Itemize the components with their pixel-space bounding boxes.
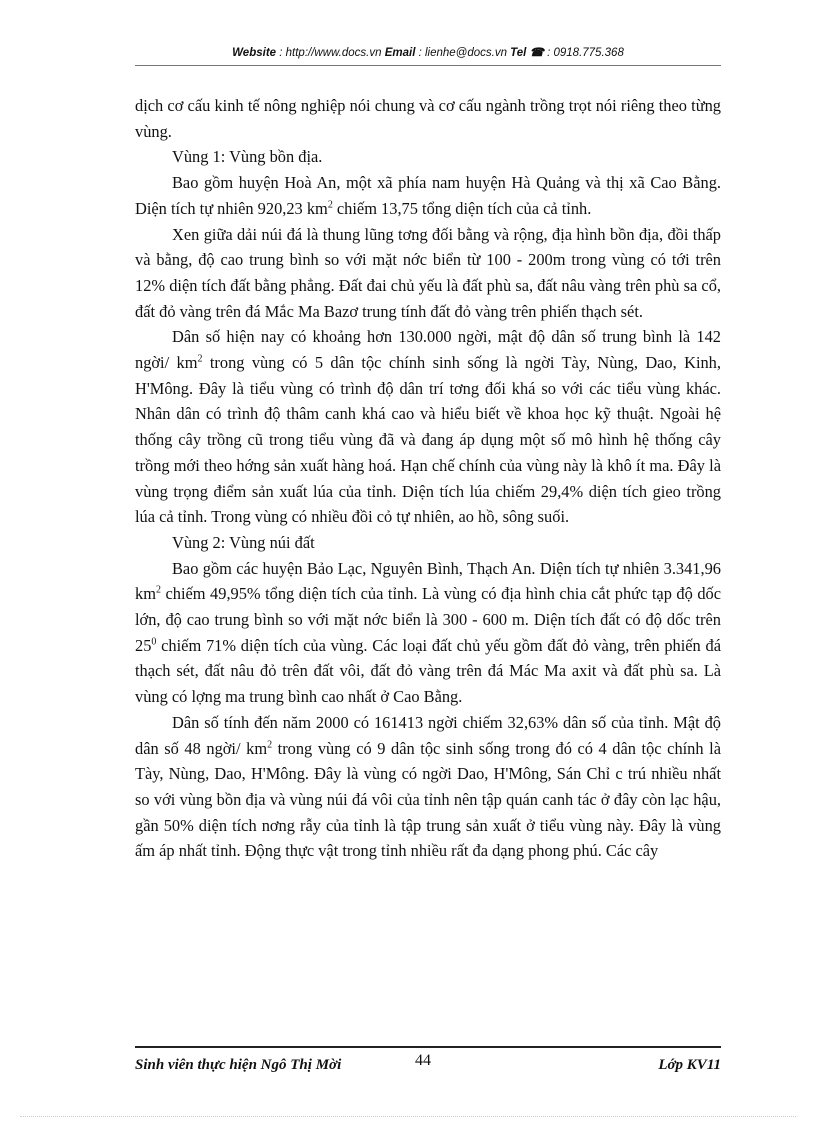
website-value: : http://www.docs.vn [276,47,385,59]
footer-rule [135,1046,721,1048]
paragraph-region-2-area: Bao gồm các huyện Bảo Lạc, Nguyên Bình, Thạch An. Diện tích tự nhiên 3.341,96 $km^2$ chiếm 49,95% tổng diện tích của tỉnh. Là vùng có địa hình chia cắt phức tạp độ dốc lớn, độ cao trung bình so với mặt nớc biển là 300 - 600 m. Diện tích đất có độ dốc trên $25^0$ chiếm 71% diện tích của vùng. Các loại đất chủ yếu gồm đất đỏ vàng, trên phiến đá thạch sét, đất nâu đỏ trên đất vôi, đất đỏ vàng trên đá Mác Ma axit và đất phù sa. Là vùng có lợng ma trung bình cao nhất ở Cao Bằng. [135,558,721,707]
page-number: 44 [415,1052,431,1069]
tel-label: Tel [510,47,527,59]
footer-author: Sinh viên thực hiện Ngô Thị Mời [135,1057,342,1073]
tel-value: : 0918.775.368 [543,47,624,59]
paragraph-region-2-population: Dân số tính đến năm 2000 có 161413 ngời chiếm 32,63% dân số của tỉnh. Mật độ dân số 48 ngời/ $km^2$ trong vùng có 9 dân tộc sinh sống trong đó có 4 dân tộc chính là Tày, Nùng, Dao, H'Mông. Đây là vùng có ngời Dao, H'Mông, Sán Chỉ c trú nhiều nhất so với vùng bồn địa và vùng núi đá vôi của tỉnh nên tập quán canh tác ở đây còn lạc hậu, gần 50% diện tích nơng rẫy của tỉnh là tập trung sản xuất ở tiểu vùng này. Đây là vùng ấm áp nhất tỉnh. Động thực vật trong tỉnh nhiều rất đa dạng phong phú. Các cây [135,712,721,861]
page-header [135,45,721,59]
document-body [135,93,721,864]
paragraph-region-1-terrain: Xen giữa dải núi đá là thung lũng tơng đối bằng và rộng, địa hình bồn địa, đồi thấp và bằng, độ cao trung bình so với mặt nớc biển từ 100 - 200m trong vùng có tới trên 12% diện tích đất bằng phẳng. Đất đai chủ yếu là đất phù sa, đất nâu vàng trên phù sa cổ, đất đỏ vàng trên đá Mắc Ma Bazơ trung tính đất đỏ vàng trên phiến thạch sét. [135,224,721,321]
paragraph-continuation: dịch cơ cấu kinh tế nông nghiệp nói chung và cơ cấu ngành trồng trọt nói riêng theo từng vùng. [135,96,721,141]
region-1-heading: Vùng 1: Vùng bồn địa. [172,147,323,167]
paragraph-region-1-population: Dân số hiện nay có khoảng hơn 130.000 ngời, mật độ dân số trung bình là 142 ngời/ $km^2$ trong vùng có 5 dân tộc chính sinh sống là ngời Tày, Nùng, Dao, Kinh, H'Mông. Đây là tiểu vùng có trình độ dân trí tơng đối khá so với các tiểu vùng khác. Nhân dân có trình độ thâm canh khá cao và hiểu biết về khoa học kỹ thuật. Ngoài hệ thống cây trồng cũ trong tiểu vùng đã và đang áp dụng một số mô hình hệ thống cây trồng mới theo hớng sản xuất hàng hoá. Hạn chế chính của vùng này là khô ít ma. Đây là vùng trọng điểm sản xuất lúa của tỉnh. Diện tích lúa chiếm 29,4% diện tích gieo trồng lúa cả tỉnh. Trong vùng có nhiều đồi cỏ tự nhiên, ao hồ, sông suối. [135,327,721,527]
paragraph-region-1-area: Bao gồm huyện Hoà An, một xã phía nam huyện Hà Quảng và thị xã Cao Bằng. Diện tích tự nhiên 920,23 $km^2$ chiếm 13,75 tổng diện tích của cả tỉnh. [135,173,721,218]
email-label: Email [384,47,416,59]
footer-class: Lớp KV11 [658,1057,721,1073]
page-bottom-border [20,1116,796,1117]
phone-icon: ☎ [529,47,544,59]
email-value: : lienhe@docs.vn [415,47,511,59]
website-label: Website [232,47,277,59]
region-2-heading: Vùng 2: Vùng núi đất [172,532,315,552]
header-rule [135,65,721,66]
